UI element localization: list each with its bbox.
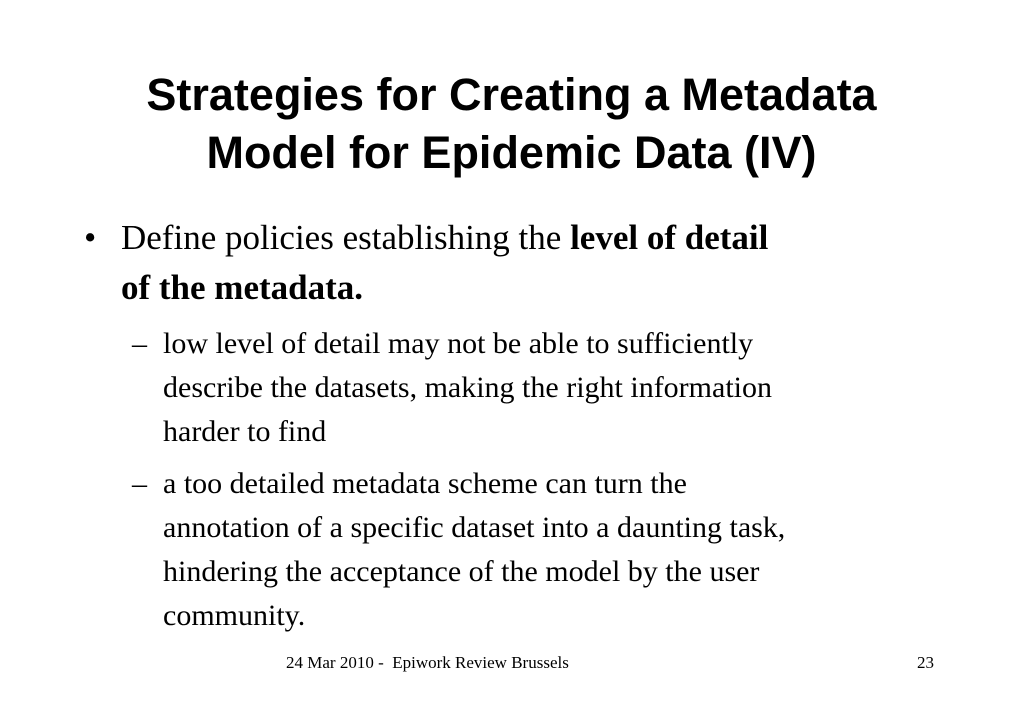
main-bullet-line-1 <box>121 213 944 263</box>
sub-bullet-1-line-3: harder to find <box>163 415 327 448</box>
sub-bullet-2-line-2: annotation of a specific dataset into a daunting task, <box>163 511 786 544</box>
sub-bullet-2-marker: – <box>132 467 147 500</box>
main-bullet-plain-text: Define policies establishing the <box>121 218 571 257</box>
sub-bullet-2-text <box>163 462 962 638</box>
sub-bullet-2-line-3: hindering the acceptance of the model by the user <box>163 555 760 588</box>
page-number: 23 <box>917 653 934 672</box>
sub-bullet-2-line-4: community. <box>163 599 306 632</box>
sub-bullet-2-line-1: a too detailed metadata scheme can turn the <box>163 467 687 500</box>
footer-text: 24 Mar 2010 - Epiwork Review Brussels <box>286 653 569 672</box>
main-bullet <box>84 213 944 313</box>
sub-bullet-1 <box>132 322 962 454</box>
bullet-marker: • <box>84 218 97 257</box>
main-bullet-emphasis-1: level of detail <box>570 218 769 257</box>
main-bullet-emphasis-2: of the metadata. <box>121 268 364 307</box>
main-bullet-line-2 <box>121 263 944 313</box>
sub-bullet-1-marker: – <box>132 327 147 360</box>
sub-bullet-1-line-1: low level of detail may not be able to sufficiently <box>163 327 754 360</box>
slide-title-line-2: Model for Epidemic Data (IV) <box>206 127 817 178</box>
main-bullet-text <box>121 213 944 313</box>
slide-title <box>40 66 983 182</box>
slide-title-line-1: Strategies for Creating a Metadata <box>146 69 877 120</box>
sub-bullet-1-line-2: describe the datasets, making the right information <box>163 371 772 404</box>
sub-bullet-2 <box>132 462 962 638</box>
sub-bullet-1-text <box>163 322 962 454</box>
